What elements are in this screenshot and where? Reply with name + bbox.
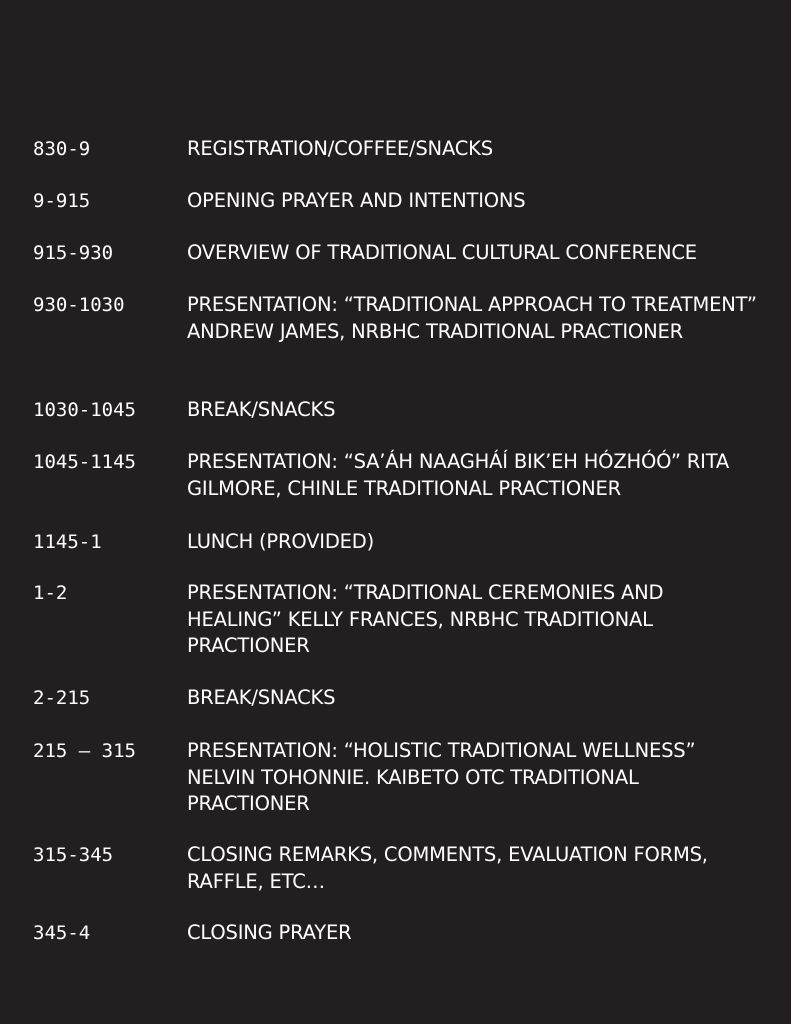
schedule-description: CLOSING REMARKS, COMMENTS, EVALUATION FORMS, RAFFLE, ETC… — [187, 843, 708, 893]
schedule-description: REGISTRATION/COFFEE/SNACKS — [187, 137, 493, 160]
schedule-description: PRESENTATION: “SA’ÁH NAAGHÁÍ BIK’EH HÓZHÓÓ” RITA GILMORE, CHINLE TRADITIONAL PRACTIONER — [187, 450, 730, 500]
schedule-time: 1-2 — [33, 582, 68, 604]
schedule-description: LUNCH (PROVIDED) — [187, 530, 375, 553]
schedule-row — [33, 842, 763, 920]
schedule-description: BREAK/SNACKS — [187, 686, 336, 709]
schedule-row — [33, 188, 763, 240]
schedule-description: PRESENTATION: “HOLISTIC TRADITIONAL WELLNESS” NELVIN TOHONNIE. KAIBETO OTC TRADITIONAL PRACTIONER — [187, 739, 696, 815]
schedule-row — [33, 738, 763, 842]
schedule-description: PRESENTATION: “TRADITIONAL CEREMONIES AND HEALING” KELLY FRANCES, NRBHC TRADITIONAL PRACTIONER — [187, 581, 664, 657]
schedule-time: 1145-1 — [33, 531, 102, 553]
schedule-row — [33, 136, 763, 188]
schedule-time: 345-4 — [33, 922, 91, 944]
schedule-time: 1045-1145 — [33, 451, 136, 473]
schedule-row — [33, 397, 763, 449]
schedule-time: 315-345 — [33, 844, 114, 866]
schedule-time: 2-215 — [33, 687, 91, 709]
schedule-row — [33, 292, 763, 397]
schedule-row — [33, 920, 763, 960]
schedule-time: 1030-1045 — [33, 399, 136, 421]
schedule-time: 215 – 315 — [33, 740, 136, 762]
schedule-row — [33, 449, 763, 529]
schedule-description: PRESENTATION: “TRADITIONAL APPROACH TO TREATMENT” ANDREW JAMES, NRBHC TRADITIONAL PRACTIONER — [187, 293, 757, 343]
schedule-row — [33, 529, 763, 580]
schedule-time: 930-1030 — [33, 294, 125, 316]
schedule-description: BREAK/SNACKS — [187, 398, 336, 421]
schedule-time: 9-915 — [33, 190, 91, 212]
schedule-row — [33, 685, 763, 738]
schedule-time: 830-9 — [33, 138, 91, 160]
schedule — [33, 136, 763, 960]
schedule-description: OPENING PRAYER AND INTENTIONS — [187, 189, 526, 212]
schedule-description: CLOSING PRAYER — [187, 921, 352, 944]
schedule-row — [33, 580, 763, 685]
schedule-description: OVERVIEW OF TRADITIONAL CULTURAL CONFERENCE — [187, 241, 697, 264]
schedule-time: 915-930 — [33, 242, 114, 264]
schedule-row — [33, 240, 763, 292]
